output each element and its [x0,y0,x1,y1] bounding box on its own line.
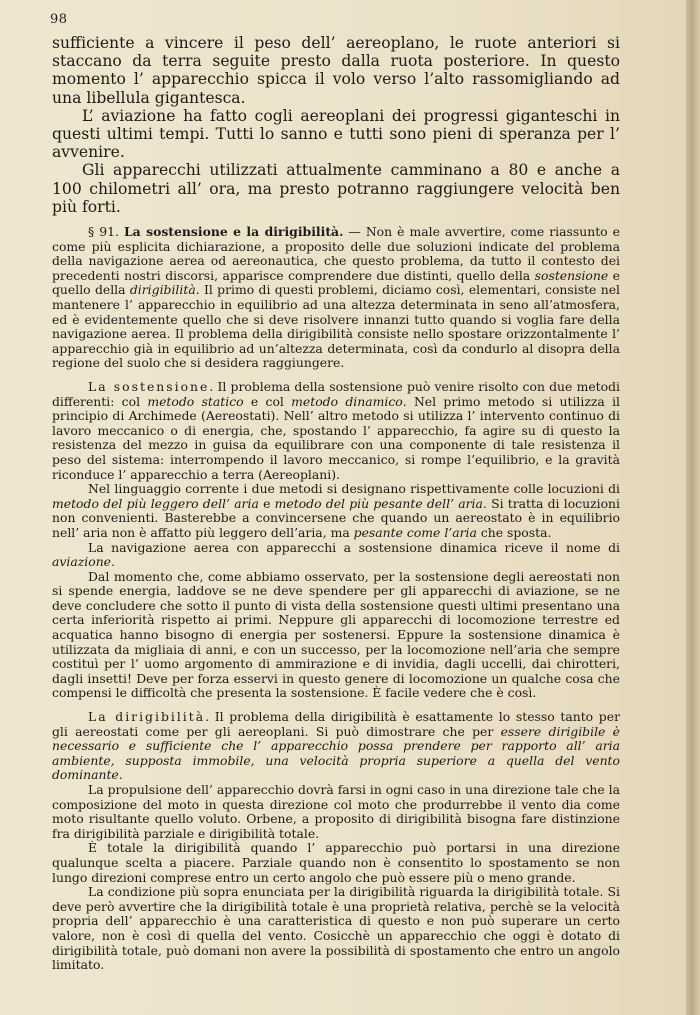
dirigibilita-paragraph: La dirigibilità. Il problema della dirigibilità è esattamente lo stesso tanto per gli aereostati come per gli aereoplani. Si può dimostrare che per essere dirigibile è necessario e sufficiente che l’ apparecchio possa prendere per rapporto all’ aria ambiente, supposta immobile, una velocità propria superiore a quella del vento dominante. [52,709,620,783]
paragraph-speed: Gli apparecchi utilizzati attualmente camminano a 80 e anche a 100 chilometri all’ ora, ma presto potranno raggiungere velocità ben più forti. [52,161,620,216]
paragraph-energia: Dal momento che, come abbiamo osservato, per la sostensione degli aereostati non si spende energia, laddove se ne deve spendere per gli apparecchi di aviazione, se ne deve concludere che sotto il punto di vista della sostensione questi ultimi presentano una certa inferiorità rispetto ai primi. Neppure gli apparecchi di locomozione terrestre ed acquatica hanno bisogno di energia per sostenersi. Eppure la sostensione dinamica è utilizzata da migliaia di anni, e con un successo, per la locomozione nell’aria che sempre costituì per l’ uomo argomento di ammirazione e di invidia, dagli uccelli, dai chirotteri, dagli insetti! Deve per forza esservi in questo genere di locomozione un qualche cosa che compensi le difficoltà che presenta la sostensione. È facile vedere che è così. [52,568,620,701]
page-number: 98 [50,12,68,27]
page-body [52,34,620,973]
section-intro-paragraph: § 91. La sostensione e la dirigibilità. — Non è male avvertire, come riassunto e come più esplicita dichiarazione, a proposito delle due soluzioni indicate del problema della navigazione aerea od aereonautica, che questo problema, da tutto il contesto dei precedenti nostri discorsi, apparisce comprendere due distinti, quello della sostensione e quello della dirigibilità. Il primo di questi problemi, diciamo così, elementari, consiste nel mantenere l’ apparecchio in equilibrio ad una altezza determinata in seno all’atmosfera, ed è evidentemente quello che si deve risolvere innanzi tutto quando si voglia fare della navigazione aerea. Il problema della dirigibilità consiste nello spostare orizzontalmente l’ apparecchio già in equilibrio ad un’altezza determinata, così da condurlo al disopra della regione del suolo che si desidera raggiungere. [52,224,620,371]
section-91 [52,225,620,973]
page-edge [686,0,700,1015]
paragraph-propulsione: La propulsione dell’ apparecchio dovrà farsi in ogni caso in una direzione tale che la composizione del moto in questa direzione col moto che produrrebbe il vento dia come moto risultante quello voluto. Orbene, a proposito di dirigibilità bisogna fare distinzione fra dirigibilità parziale e dirigibilità totale. [52,782,620,841]
paragraph-condizione: La condizione più sopra enunciata per la dirigibilità riguarda la dirigibilità totale. Si deve però avvertire che la dirigibilità totale è una proprietà relativa, perchè se la velocità propria dell’ apparecchio è una caratteristica di questo e non può superare un certo valore, non è così di quella del vento. Cosicchè un apparecchio che oggi è dotato di dirigibilità totale, può domani non avere la possibilità di spostamento che entro un angolo limitato. [52,884,620,973]
paragraph-aviazione-name: La navigazione aerea con apparecchi a sostensione dinamica riceve il nome di aviazione. [52,539,620,570]
paragraph-aviation-progress: L’ aviazione ha fatto cogli aereoplani dei progressi giganteschi in questi ultimi tempi. Tutti lo sanno e tutti sono pieni di speranza per l’ avvenire. [52,106,620,162]
sostensione-paragraph: La sostensione. Il problema della sostensione può venire risolto con due metodi differenti: col metodo statico e col metodo dinamico. Nel primo metodo si utilizza il principio di Archimede (Aereostati). Nell’ altro metodo si utilizza l’ intervento continuo di lavoro meccanico o di energia, che, spostando l’ apparecchio, fa agire su di questo la resistenza del mezzo in guisa da equilibrare con una componente di tale resistenza il peso del sistema: interrompendo il lavoro meccanico, si rompe l’equilibrio, e la gravità riconduce l’ apparecchio a terra (Aereoplani). [52,378,621,482]
subheading-sostensione: La sostensione [88,378,210,394]
paragraph-continuation: sufficiente a vincere il peso dell’ aereoplano, le ruote anteriori si staccano da terra seguite presto dalla ruota posteriore. In questo momento l’ apparecchio spicca il volo verso l’alto rassomigliando ad una libellula gigantesca. [52,34,620,107]
subheading-dirigibilita: La dirigibilità [88,709,206,725]
paragraph-locuzioni: Nel linguaggio corrente i due metodi si designano rispettivamente colle locuzioni di metodo del più leggero dell’ aria e metodo del più pesante dell’ aria. Si tratta di locuzioni non convenienti. Basterebbe a convincersene che quando un aereostato è in equilibrio nell’ aria non è affatto più leggero dell’aria, ma pesante come l’aria che sposta. [52,481,620,540]
intro-text [52,34,620,216]
section-number: § 91. [88,224,119,240]
paragraph-totale-parziale: È totale la dirigibilità quando l’ apparecchio può portarsi in una direzione qualunque scelta a piacere. Parziale quando non è consentito lo spostamento se non lungo direzioni comprese entro un certo angolo che può essere più o meno grande. [52,840,620,885]
section-title: La sostensione e la dirigibilità. [123,224,344,240]
